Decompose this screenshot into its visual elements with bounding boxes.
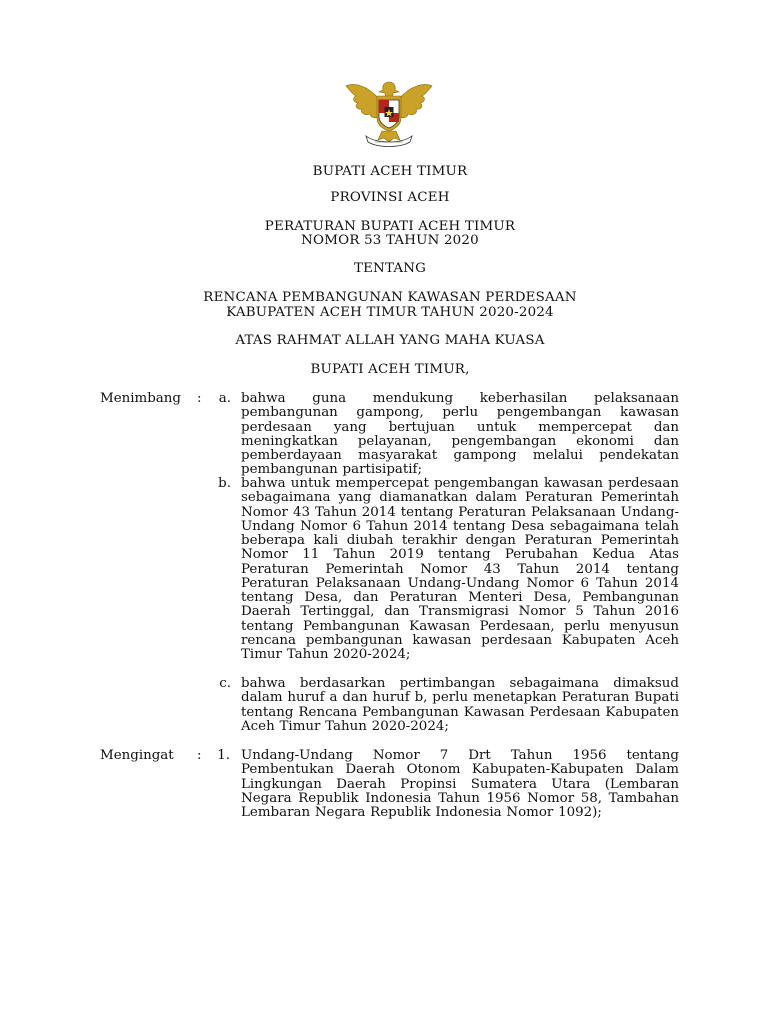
regulation-number: NOMOR 53 TAHUN 2020 xyxy=(301,233,479,248)
regent-signature-heading: BUPATI ACEH TIMUR, xyxy=(310,362,470,377)
subject-line-2: KABUPATEN ACEH TIMUR TAHUN 2020-2024 xyxy=(226,305,554,320)
menimbang-marker-b: b. xyxy=(218,476,231,491)
regent-title: BUPATI ACEH TIMUR xyxy=(312,164,468,179)
menimbang-label: Menimbang xyxy=(100,391,181,406)
blessing-line: ATAS RAHMAT ALLAH YANG MAHA KUASA xyxy=(235,333,545,348)
regulation-title: PERATURAN BUPATI ACEH TIMUR xyxy=(264,219,516,234)
menimbang-colon: : xyxy=(197,391,202,406)
subject-line-1: RENCANA PEMBANGUNAN KAWASAN PERDESAAN xyxy=(203,290,577,305)
mengingat-colon: : xyxy=(197,748,202,763)
province-title: PROVINSI ACEH xyxy=(330,190,450,205)
menimbang-marker-c: c. xyxy=(219,676,231,691)
garuda-pancasila-emblem-icon xyxy=(344,76,434,150)
mengingat-marker-1: 1. xyxy=(217,748,230,763)
menimbang-marker-a: a. xyxy=(218,391,231,406)
menimbang-item-c: bahwa berdasarkan pertimbangan sebagaimana dimaksud dalam huruf a dan huruf b, perlu menetapkan Peraturan Bupati tentang Rencana Pembangunan Kawasan Perdesaan Kabupaten Aceh Timur Tahun 2020-2024; xyxy=(241,676,679,734)
mengingat-label: Mengingat xyxy=(100,748,174,763)
tentang-heading: TENTANG xyxy=(353,261,427,276)
mengingat-item-1: Undang-Undang Nomor 7 Drt Tahun 1956 tentang Pembentukan Daerah Otonom Kabupaten-Kabupaten Dalam Lingkungan Daerah Propinsi Sumatera Utara (Lembaran Negara Republik Indonesia Tahun 1956 Nomor 58, Tambahan Lembaran Negara Republik Indonesia Nomor 1092); xyxy=(241,748,679,820)
menimbang-item-b: bahwa untuk mempercepat pengembangan kawasan perdesaan sebagaimana yang diamanatkan dalam Peraturan Pemerintah Nomor 43 Tahun 2014 tentang Peraturan Pelaksanaan Undang-Undang Nomor 6 Tahun 2014 tentang Desa sebagaimana telah beberapa kali diubah terakhir dengan Peraturan Pemerintah Nomor 11 Tahun 2019 tentang Perubahan Kedua Atas Peraturan Pemerintah Nomor 43 Tahun 2014 tentang Peraturan Pelaksanaan Undang-Undang Nomor 6 Tahun 2014 tentang Desa, dan Peraturan Menteri Desa, Pembangunan Daerah Tertinggal, dan Transmigrasi Nomor 5 Tahun 2016 tentang Pembangunan Kawasan Perdesaan, perlu menyusun rencana pembangunan kawasan perdesaan Kabupaten Aceh Timur Tahun 2020-2024; xyxy=(241,476,679,662)
menimbang-item-a: bahwa guna mendukung keberhasilan pelaksanaan pembangunan gampong, perlu pengembangan kawasan perdesaan yang bertujuan untuk mempercepat dan meningkatkan pelayanan, pengembangan ekonomi dan pemberdayaan masyarakat gampong melalui pendekatan pembangunan partisipatif; xyxy=(241,391,679,478)
